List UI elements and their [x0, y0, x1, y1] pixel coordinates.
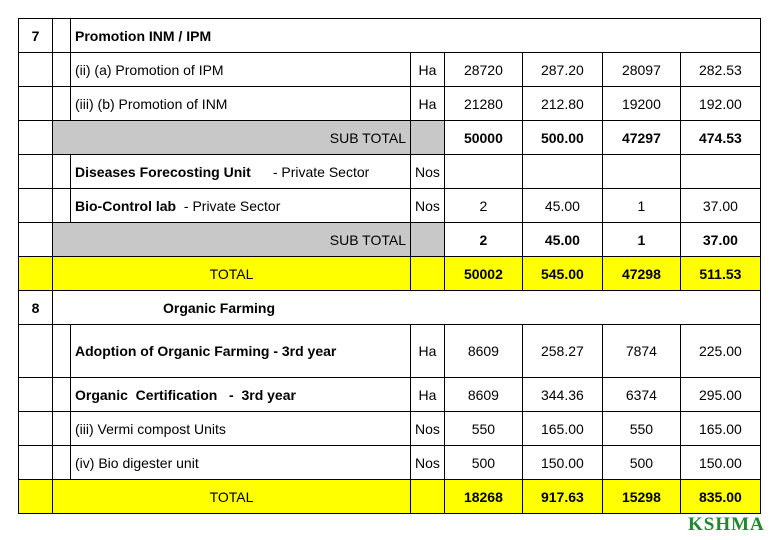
- value-2: 45.00: [522, 189, 602, 223]
- scheme-table: [18, 18, 761, 514]
- section-7-header-row: [19, 19, 761, 53]
- total-label: TOTAL: [53, 480, 411, 514]
- value-1: 50002: [444, 257, 522, 291]
- item-label: Adoption of Organic Farming - 3rd year: [71, 325, 411, 378]
- item-label: (iv) Bio digester unit: [71, 446, 411, 480]
- value-2: 344.36: [522, 378, 602, 412]
- item-label: [71, 155, 411, 189]
- table-row: [19, 189, 761, 223]
- value-4: 37.00: [680, 189, 760, 223]
- table-row: [19, 325, 761, 378]
- value-2: 545.00: [522, 257, 602, 291]
- unit: Ha: [411, 87, 445, 121]
- value-2: 258.27: [522, 325, 602, 378]
- brand-watermark: KSHMA: [688, 514, 765, 535]
- value-1: 21280: [444, 87, 522, 121]
- subtotal-label: SUB TOTAL: [53, 121, 411, 155]
- value-4: 835.00: [680, 480, 760, 514]
- subtotal-label: SUB TOTAL: [53, 223, 411, 257]
- value-4: 165.00: [680, 412, 760, 446]
- value-2: 165.00: [522, 412, 602, 446]
- value-1: 28720: [444, 53, 522, 87]
- item-label-rest: - Private Sector: [183, 197, 281, 214]
- value-3: 1: [602, 223, 680, 257]
- value-3: 500: [602, 446, 680, 480]
- table-row: [19, 446, 761, 480]
- value-4: 282.53: [680, 53, 760, 87]
- value-4: 511.53: [680, 257, 760, 291]
- item-label: (iii) Vermi compost Units: [71, 412, 411, 446]
- unit: Ha: [411, 325, 445, 378]
- unit: Nos: [411, 412, 445, 446]
- value-4: 192.00: [680, 87, 760, 121]
- item-label-bold: Diseases Forecosting Unit: [75, 163, 251, 180]
- value-1: 550: [444, 412, 522, 446]
- item-label: (iii) (b) Promotion of INM: [71, 87, 411, 121]
- unit: Ha: [411, 378, 445, 412]
- value-1: 500: [444, 446, 522, 480]
- unit: Nos: [411, 189, 445, 223]
- value-3: 7874: [602, 325, 680, 378]
- value-3: 550: [602, 412, 680, 446]
- subtotal-row: [19, 121, 761, 155]
- value-4: 474.53: [680, 121, 760, 155]
- total-row: [19, 257, 761, 291]
- value-3: 6374: [602, 378, 680, 412]
- section-title: Promotion INM / IPM: [71, 19, 761, 53]
- item-label-rest: - Private Sector: [272, 163, 370, 180]
- item-label: [71, 189, 411, 223]
- value-2: 212.80: [522, 87, 602, 121]
- unit: Nos: [411, 446, 445, 480]
- value-4: 37.00: [680, 223, 760, 257]
- table-row: [19, 87, 761, 121]
- unit: Nos: [411, 155, 445, 189]
- value-2: 150.00: [522, 446, 602, 480]
- total-label: TOTAL: [53, 257, 411, 291]
- value-3: 1: [602, 189, 680, 223]
- value-3: 15298: [602, 480, 680, 514]
- table-row: [19, 53, 761, 87]
- item-label: Organic Certification - 3rd year: [71, 378, 411, 412]
- serial-number: 7: [19, 19, 53, 53]
- value-1: 8609: [444, 325, 522, 378]
- value-3: 28097: [602, 53, 680, 87]
- item-label: (ii) (a) Promotion of IPM: [71, 53, 411, 87]
- serial-number: 8: [19, 291, 53, 325]
- value-4: 150.00: [680, 446, 760, 480]
- item-label-bold: Bio-Control lab: [75, 197, 177, 214]
- value-2: 287.20: [522, 53, 602, 87]
- value-1: 8609: [444, 378, 522, 412]
- total-row: [19, 480, 761, 514]
- value-2: 917.63: [522, 480, 602, 514]
- value-3: 19200: [602, 87, 680, 121]
- table-row: [19, 412, 761, 446]
- table-row: [19, 155, 761, 189]
- value-1: 18268: [444, 480, 522, 514]
- value-1: 2: [444, 223, 522, 257]
- value-2: 500.00: [522, 121, 602, 155]
- value-1: 50000: [444, 121, 522, 155]
- value-4: 225.00: [680, 325, 760, 378]
- value-2: 45.00: [522, 223, 602, 257]
- table-row: [19, 378, 761, 412]
- unit: Ha: [411, 53, 445, 87]
- value-3: 47297: [602, 121, 680, 155]
- value-4: 295.00: [680, 378, 760, 412]
- section-8-header-row: [19, 291, 761, 325]
- value-3: 47298: [602, 257, 680, 291]
- subtotal-row: [19, 223, 761, 257]
- value-1: 2: [444, 189, 522, 223]
- section-title: Organic Farming: [53, 291, 761, 325]
